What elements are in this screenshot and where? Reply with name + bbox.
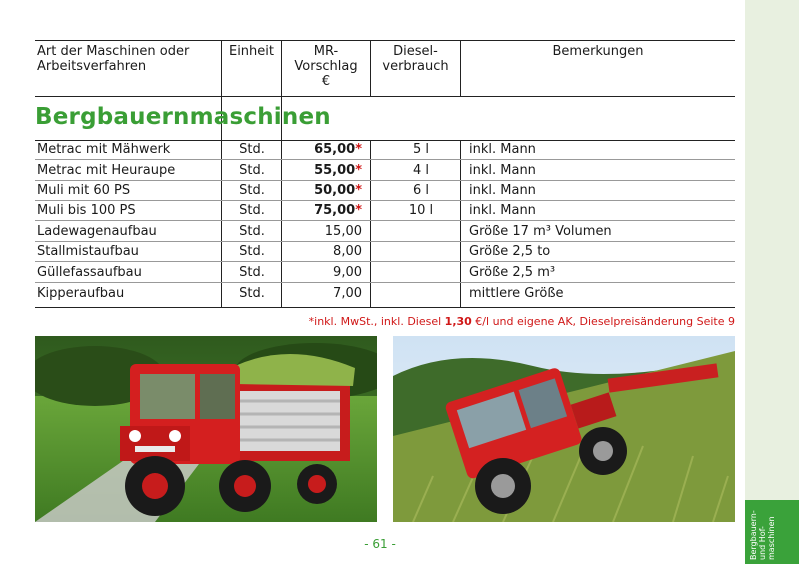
row-machine-name: Muli mit 60 PS — [37, 183, 131, 198]
section-title: Bergbauernmaschinen — [35, 104, 331, 130]
table-row — [35, 222, 735, 242]
row-diesel: 10 l — [408, 203, 434, 218]
footnote-diesel-price: 1,30 — [444, 315, 472, 328]
table-row — [35, 242, 735, 262]
table-bottom-border — [35, 307, 735, 308]
header-price: MR- Vorschlag € — [294, 44, 358, 89]
row-price-value: 75,00 — [314, 203, 356, 218]
table-top-border — [35, 40, 735, 41]
row-price-value: 55,00 — [314, 163, 356, 178]
row-unit: Std. — [239, 163, 265, 178]
row-price-star: * — [355, 183, 362, 198]
row-unit: Std. — [239, 142, 265, 157]
row-note: inkl. Mann — [469, 203, 536, 218]
page-number: - 61 - — [364, 537, 396, 551]
row-note: Größe 2,5 to — [469, 244, 551, 259]
header-notes: Bemerkungen — [552, 44, 644, 59]
row-price — [282, 244, 362, 260]
photo-muli-loader-wagon — [35, 336, 377, 522]
header-bottom-border — [35, 96, 735, 97]
row-machine-name: Ladewagenaufbau — [37, 224, 157, 239]
row-price-value: 9,00 — [333, 265, 362, 280]
row-note: mittlere Größe — [469, 286, 564, 301]
row-diesel: 5 l — [412, 142, 429, 157]
table-row — [35, 140, 735, 160]
row-price — [282, 224, 362, 240]
row-price — [282, 203, 362, 219]
row-separator — [35, 220, 735, 221]
photo-metrac-slope-mowing — [393, 336, 735, 522]
row-price-star: * — [355, 163, 362, 178]
header-diesel: Diesel- verbrauch — [382, 44, 449, 74]
row-diesel: 4 l — [412, 163, 429, 178]
row-separator — [35, 159, 735, 160]
row-note: inkl. Mann — [469, 183, 536, 198]
row-note: Größe 2,5 m³ — [469, 265, 556, 280]
row-machine-name: Muli bis 100 PS — [37, 203, 136, 218]
row-price — [282, 163, 362, 179]
header-name: Art der Maschinen oder Arbeitsverfahren — [37, 44, 190, 74]
row-unit: Std. — [239, 244, 265, 259]
row-price-value: 65,00 — [314, 142, 356, 157]
row-price — [282, 183, 362, 199]
row-price-value: 50,00 — [314, 183, 356, 198]
row-unit: Std. — [239, 286, 265, 301]
row-machine-name: Güllefassaufbau — [37, 265, 142, 280]
row-price-star: * — [355, 142, 362, 157]
row-price-value: 15,00 — [324, 224, 362, 239]
row-price-star: * — [355, 203, 362, 218]
row-machine-name: Kipperaufbau — [37, 286, 125, 301]
body-top-border — [35, 140, 735, 141]
row-machine-name: Stallmistaufbau — [37, 244, 139, 259]
row-unit: Std. — [239, 203, 265, 218]
row-price-value: 7,00 — [333, 286, 362, 301]
sidebar-strip — [745, 0, 799, 564]
footnote — [309, 315, 735, 328]
chapter-tab-label: Bergbauern- und Hof- maschinen — [749, 510, 776, 560]
row-price-value: 8,00 — [333, 244, 362, 259]
row-separator — [35, 261, 735, 262]
row-note: inkl. Mann — [469, 142, 536, 157]
footnote-prefix: *inkl. MwSt., inkl. Diesel — [308, 315, 445, 328]
row-unit: Std. — [239, 183, 265, 198]
row-price — [282, 265, 362, 281]
header-unit: Einheit — [228, 44, 274, 59]
table-row — [35, 161, 735, 181]
table-row — [35, 201, 735, 221]
row-machine-name: Metrac mit Heuraupe — [37, 163, 176, 178]
footnote-suffix: €/l und eigene AK, Dieselpreisänderung Seite 9 — [471, 315, 735, 328]
row-price — [282, 142, 362, 158]
row-machine-name: Metrac mit Mähwerk — [37, 142, 171, 157]
table-row — [35, 181, 735, 201]
row-unit: Std. — [239, 224, 265, 239]
row-note: inkl. Mann — [469, 163, 536, 178]
table-row — [35, 284, 735, 304]
table-row — [35, 263, 735, 283]
row-note: Größe 17 m³ Volumen — [469, 224, 612, 239]
row-diesel: 6 l — [412, 183, 429, 198]
row-unit: Std. — [239, 265, 265, 280]
row-price — [282, 286, 362, 302]
row-separator — [35, 282, 735, 283]
